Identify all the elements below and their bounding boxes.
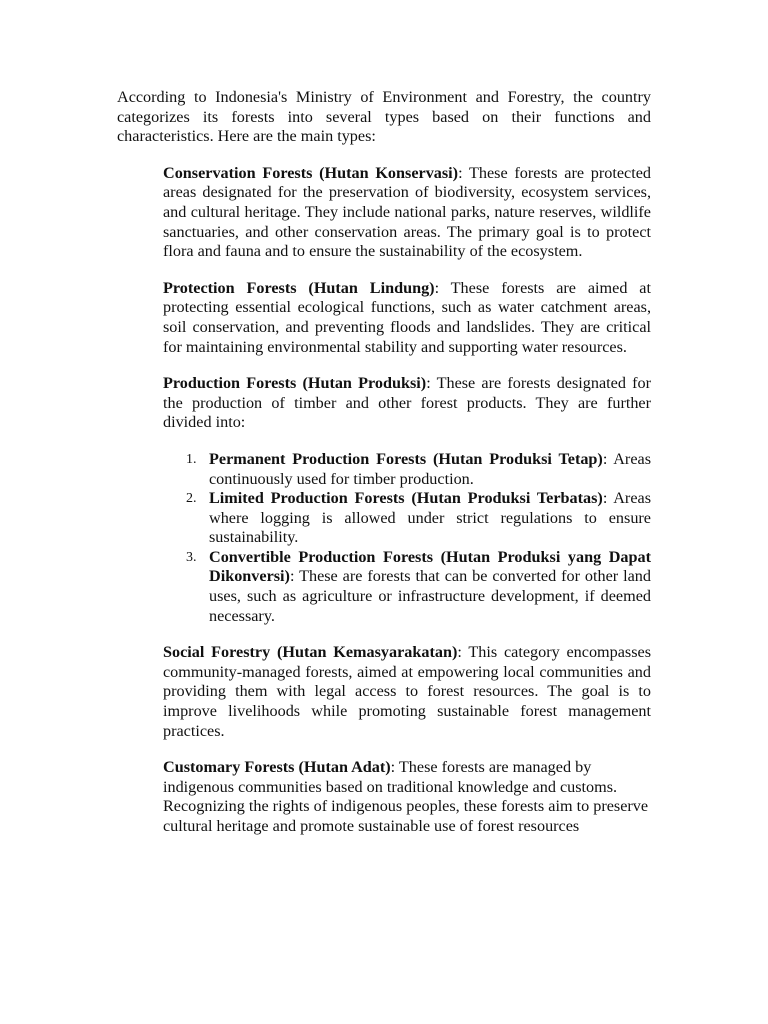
- section-protection-forests: [163, 279, 651, 357]
- section-text: : These forests are aimed at protecting essential ecological functions, such as water catchment areas, soil conservation, and preventing floods and landslides. They are critical for maintaining environmental stability and supporting water resources.: [163, 278, 651, 356]
- section-term: Conservation Forests (Hutan Konservasi): [163, 163, 459, 182]
- list-item-number: 2.: [186, 491, 197, 507]
- list-item-text: : Areas continuously used for timber production.: [209, 449, 651, 488]
- section-text: : These are forests designated for the production of timber and other forest products. They are further divided into:: [163, 374, 652, 432]
- section-conservation-forests: [163, 164, 651, 262]
- section-term: Customary Forests (Hutan Adat): [163, 758, 391, 777]
- section-term: Social Forestry (Hutan Kemasyarakatan): [163, 643, 458, 662]
- list-item-text: : These are forests that can be converted for other land uses, such as agriculture or infrastructure development, if deemed necessary.: [209, 567, 651, 625]
- document-page: [117, 88, 651, 854]
- section-term: Protection Forests (Hutan Lindung): [163, 278, 435, 297]
- section-text: : This category encompasses community-managed forests, aimed at empowering local communities and providing them with legal access to forest resources. The goal is to improve livelihoods while promoting sustainable forest management practices.: [163, 643, 651, 740]
- list-item-term: Limited Production Forests (Hutan Produksi Terbatas): [209, 489, 603, 508]
- list-item-term: Permanent Production Forests (Hutan Produksi Tetap): [209, 449, 603, 468]
- list-item: [163, 489, 651, 548]
- section-production-forests: [163, 374, 651, 433]
- section-text: : These forests are managed by indigenous communities based on traditional knowledge and customs. Recognizing the rights of indigenous peoples, these forests aim to preserve cultural heritage and promote sustainable use of forest resources: [163, 758, 649, 835]
- section-text: : These forests are protected areas designated for the preservation of biodiversity, ecosystem services, and cultural heritage. They include national parks, nature reserves, wildlife sanctuaries, and other conservation areas. The primary goal is to protect flora and fauna and to ensure the sustainability of the ecosystem.: [163, 163, 651, 261]
- intro-paragraph: According to Indonesia's Ministry of Environment and Forestry, the country categorizes its forests into several types based on their functions and characteristics. Here are the main types:: [117, 88, 651, 146]
- section-customary-forests: [163, 758, 651, 836]
- list-item-term: Convertible Production Forests (Hutan Produksi yang Dapat Dikonversi): [209, 547, 651, 586]
- list-item: [163, 450, 651, 489]
- section-term: Production Forests (Hutan Produksi): [163, 374, 427, 393]
- list-item: [163, 548, 651, 626]
- list-item-number: 3.: [186, 549, 197, 565]
- section-social-forestry: [163, 643, 651, 741]
- list-item-text: : Areas where logging is allowed under strict regulations to ensure sustainability.: [209, 489, 651, 547]
- list-item-number: 1.: [186, 451, 197, 467]
- production-subtypes-list: [163, 450, 651, 626]
